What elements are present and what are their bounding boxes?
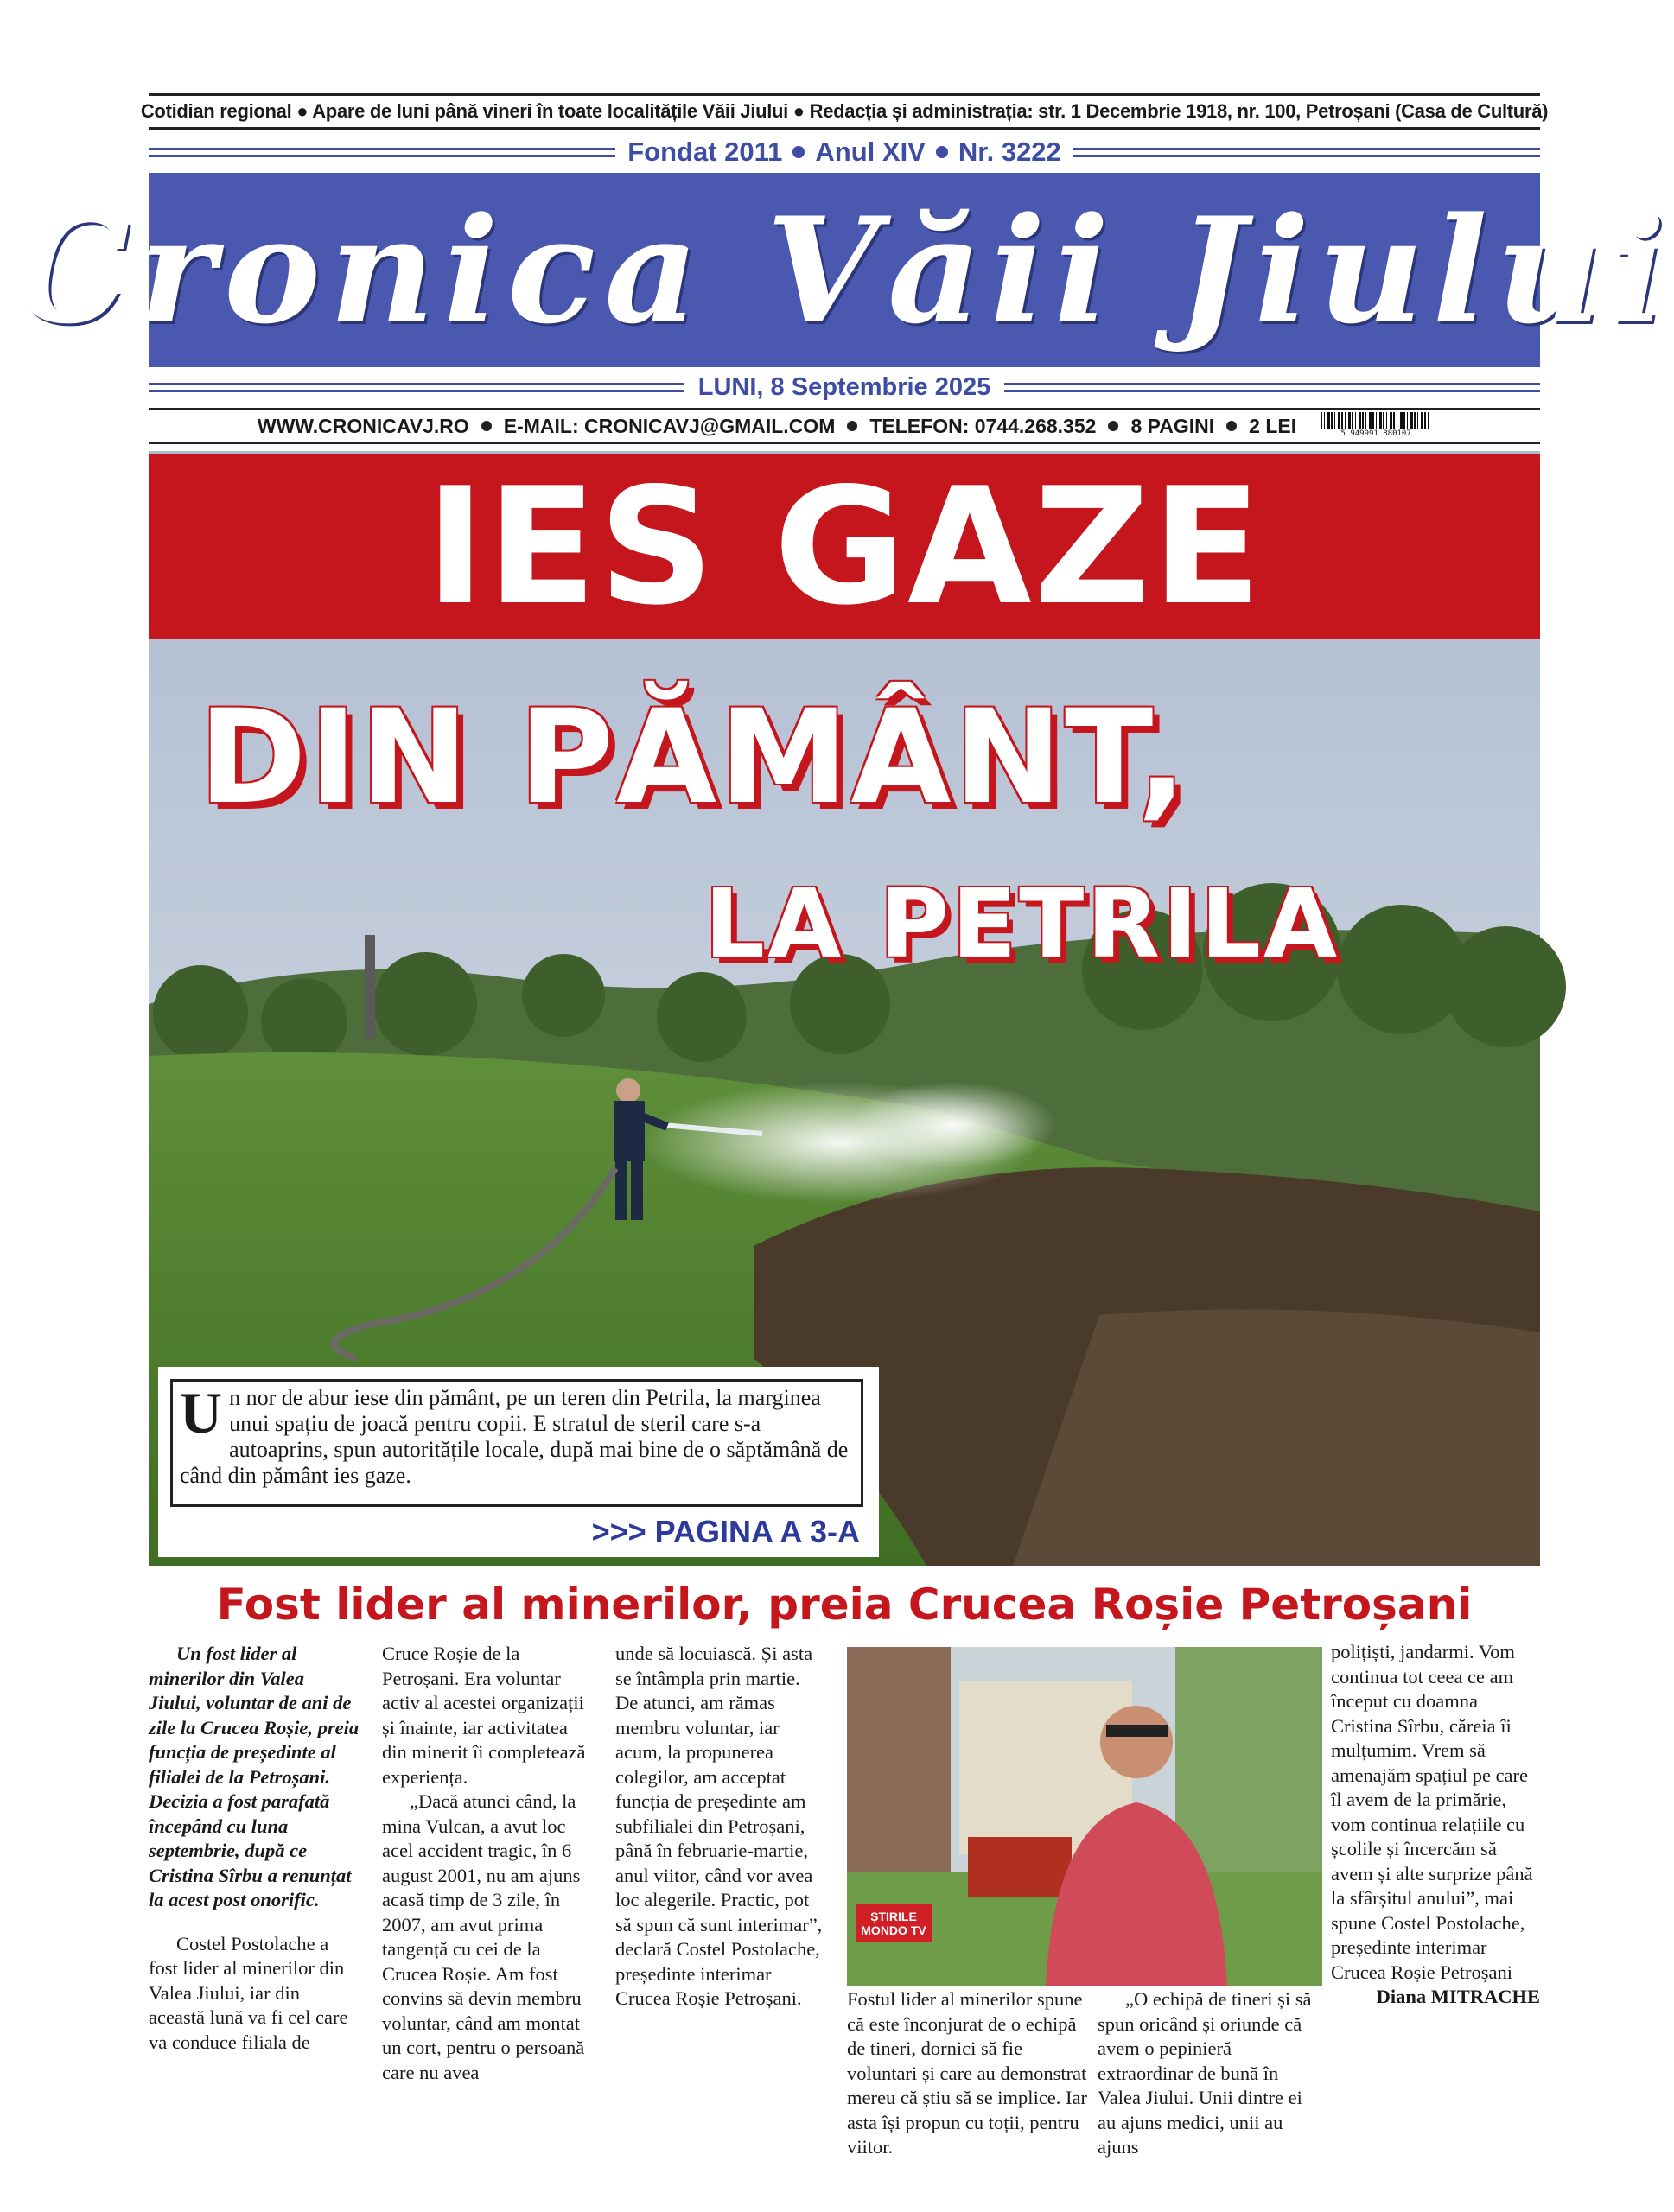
date-rule-right [1004, 383, 1540, 392]
contact-line [149, 408, 1540, 444]
author-byline: Diana MITRACHE [1376, 1986, 1540, 2007]
bullet-icon [847, 421, 857, 431]
mine-tower [365, 935, 375, 1039]
steam-cloud-2 [849, 1082, 1056, 1168]
issue-rule-left [149, 148, 615, 157]
lead-frame [170, 1379, 863, 1507]
email-link[interactable]: E-MAIL: CRONICAVJ@GMAIL.COM [503, 414, 836, 437]
story-paragraph-2: Cruce Roșie de la Petroșani. Era voluntar activ al acestei organizații și înainte, iar activitatea din minerit îi completează experiența. [382, 1643, 586, 1788]
story-paragraph-3: „Dacă atunci când, la mina Vulcan, a avut loc acel accident tragic, în 6 august 2001, nu am ajuns acasă timp de 3 zile, în 2007, am avut prima tangență cu cei de la Crucea Roșie. Am fost convins să devin membru voluntar, când am montat un cort, pentru o persoană care nu avea [382, 1790, 585, 2083]
issue-date: LUNI, 8 Septembrie 2025 [697, 372, 991, 401]
headline-main: IES GAZE [425, 453, 1263, 640]
story-intro: Un fost lider al minerilor din Valea Jiului, voluntar de ani de zile la Crucea Roșie, preia funcția de președinte al filialei de la Petroșani. Decizia a fost parafată începând cu luna septembrie, după ce Cristina Sîrbu a renunțat la acest post onorific. [149, 1643, 360, 1910]
barcode-icon [1321, 412, 1431, 440]
price: 2 LEI [1249, 414, 1297, 437]
masthead-topline: Cotidian regional ● Apare de luni până vineri în toate localitățile Văii Jiului ● Redacția și administrația: str. 1 Decembrie 1918, nr. 100, Petroșani (Casa de Cultură) [149, 93, 1540, 130]
lead-text: n nor de abur iese din pământ, pe un teren din Petrila, la marginea unui spațiu de joacă pentru copii. E stratul de steril care s-a autoaprins, spun autoritățile locale, după mai bine de o săptămână de când din pământ ies gaze. [180, 1385, 849, 1488]
website-link[interactable]: WWW.CRONICAVJ.RO [257, 414, 469, 437]
bullet-icon [936, 146, 948, 158]
continue-page-link[interactable]: >>> PAGINA A 3-A [591, 1514, 860, 1549]
bullet-icon [1226, 421, 1237, 431]
bullet-icon [481, 421, 492, 431]
story-column-4 [847, 1987, 1089, 2160]
story-column-2 [382, 1642, 594, 2085]
masthead-banner [14, 173, 1674, 367]
story-column-5 [1098, 1987, 1322, 2160]
phone-number: TELEFON: 0744.268.352 [869, 414, 1097, 437]
cover-lead-box [158, 1367, 879, 1557]
story-paragraph-7: polițiști, jandarmi. Vom continua tot ceea ce am început cu doamna Cristina Sîrbu, căreia îi mulțumim. Vrem să amenajăm spațiul pe care îl avem de la primărie, vom continua relațiile cu școlile și încercăm să avem și alte surprize până la sfârșitul anului”, mai spune Costel Postolache, președinte interimar Crucea Roșie Petroșani [1331, 1641, 1533, 1983]
bullet-icon [1108, 421, 1118, 431]
story-column-3 [615, 1642, 827, 2012]
issue-number: Nr. 3222 [958, 137, 1061, 167]
story-paragraph-6: „O echipă de tineri și să spun oricând și oriunde că avem o pepinieră extraordinar de bună în Valea Jiului. Unii dintre ei au ajuns medici, unii au ajuns [1098, 1988, 1312, 2158]
story-photo [847, 1647, 1322, 1986]
masthead-issue-line [149, 135, 1540, 169]
lead-dropcap: U [180, 1380, 223, 1446]
tv-logo: ȘTIRILE MONDO TV [856, 1904, 932, 1942]
date-rule-left [149, 383, 684, 392]
issue-rule-right [1073, 148, 1540, 157]
volume-year: Anul XIV [815, 137, 926, 167]
story-title: Fost lider al minerilor, preia Crucea Roșie Petroșani [216, 1580, 1473, 1630]
headline-second: DIN PĂMÂNT, [199, 683, 1189, 833]
dateline [149, 370, 1540, 404]
story-paragraph-1: Costel Postolache a fost lider al minerilor din Valea Jiului, iar din această lună va fi cel care va conduce filiala de [149, 1932, 348, 2053]
story-paragraph-5: Fostul lider al minerilor spune că este înconjurat de o echipă de tineri, dornici să fie voluntari și care au demonstrat mereu că știu să se implice. Iar asta își propun cu toții, pentru viitor. [847, 1988, 1088, 2158]
founded-year: Fondat 2011 [627, 137, 783, 167]
headline-bar [149, 454, 1540, 639]
newspaper-title: Cronica Văii Jiului [14, 184, 1674, 356]
story-paragraph-4: unde să locuiască. Și asta se întâmpla prin martie. De atunci, am rămas membru voluntar, iar acum, la propunerea colegilor, am acceptat funcția de președinte am subfilialei din Petroșani, până în februarie-martie, anul viitor, când vor avea loc alegerile. Practic, pot să spun că sunt interimar”, declară Costel Postolache, președinte interimar Crucea Roșie Petroșani. [615, 1643, 823, 2009]
barcode-number: 5 949991 880107 [1340, 429, 1411, 438]
bullet-icon [792, 146, 805, 158]
headline-third: LA PETRILA [704, 868, 1340, 979]
story-column-6 [1331, 1640, 1540, 2010]
mud [1013, 1309, 1540, 1566]
story-column-1 [149, 1642, 360, 2055]
barcode-bars [1321, 412, 1431, 429]
page-count: 8 PAGINI [1130, 414, 1215, 437]
